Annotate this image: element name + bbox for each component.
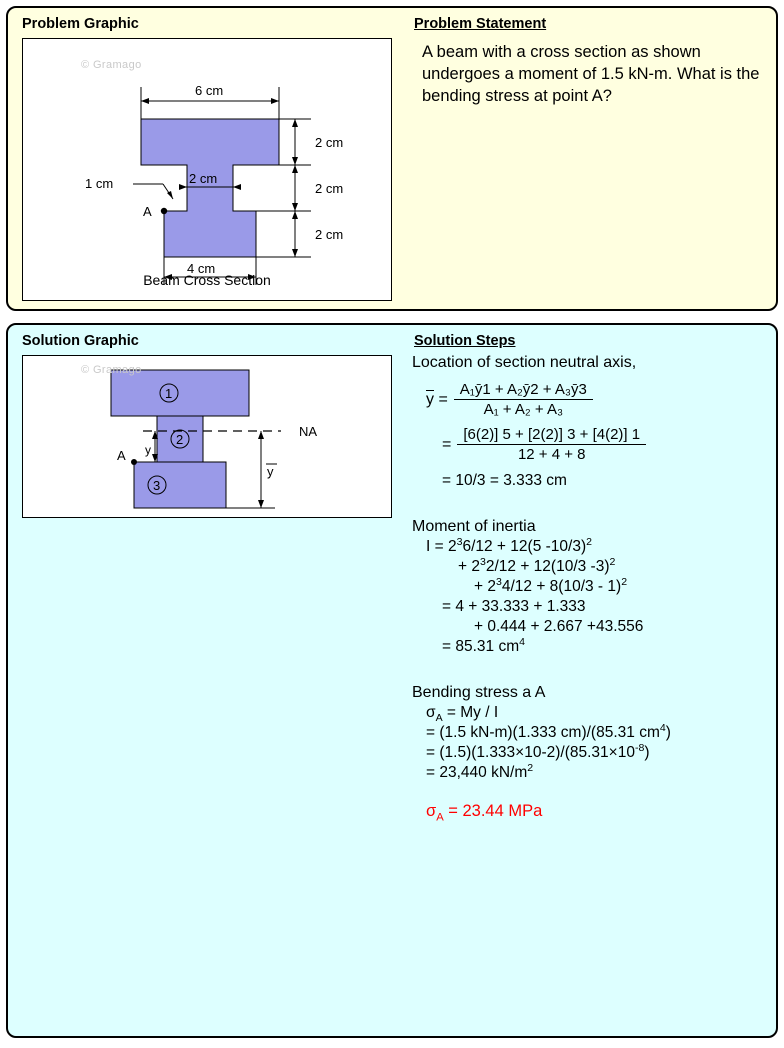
label-neutral-axis: NA — [299, 424, 318, 439]
label-y-bar: y — [267, 464, 274, 479]
label-point-a-solution: A — [117, 448, 126, 463]
solution-panel — [6, 323, 778, 1038]
moi-result: = 85.31 $cm^4$ — [442, 635, 525, 655]
label-area-3: 3 — [153, 478, 161, 493]
label-area-2: 2 — [176, 432, 184, 447]
area-1 — [111, 370, 249, 416]
moi-line-4: = 4 + 33.333 + 1.333 — [442, 598, 586, 615]
label-bottom-thickness: 2 cm — [315, 227, 344, 242]
problem-figure-caption: Beam Cross Section — [143, 272, 271, 288]
problem-statement-text: A beam with a cross section as shown undergoes a moment of 1.5 kN-m. What is the bending stress at point A? — [422, 43, 760, 105]
solution-graphic-title: Solution Graphic — [22, 333, 139, 349]
label-point-a: A — [143, 204, 152, 219]
solution-steps-title: Solution Steps — [414, 333, 516, 349]
moi-heading: Moment of inertia — [412, 518, 536, 535]
label-web-width: 2 cm — [189, 171, 218, 186]
solution-steps-body — [412, 353, 772, 824]
na-result: = 10/3 = 3.333 cm — [442, 472, 567, 489]
problem-graphic-title: Problem Graphic — [22, 16, 139, 32]
stress-heading: Bending stress a A — [412, 684, 546, 701]
solution-graphic — [22, 355, 392, 518]
problem-panel — [6, 6, 778, 311]
na-formula-numerator: A₁ȳ1 + A₂ȳ2 + A₃ȳ3 — [454, 381, 593, 400]
watermark-problem: © Gramago — [81, 59, 142, 71]
moi-line-3: + $2^34/12 + 8(10/3 - 1)^2$ — [474, 575, 628, 595]
label-y-bar-group — [266, 464, 277, 479]
label-flange-offset: 1 cm — [85, 176, 114, 191]
label-bottom-width: 4 cm — [187, 261, 216, 276]
stress-line-4: = 23,440 $kN/m^2$ — [426, 761, 534, 781]
final-answer: $\sigma_A = 23.44$ MPa — [426, 802, 543, 824]
moi-line-2: + $2^32/12 + 12(10/3$ -3)$^2$ — [458, 555, 616, 575]
dim-flange-offset — [133, 184, 173, 199]
na-formula-denominator: A₁ + A₂ + A₃ — [483, 401, 564, 418]
problem-graphic — [22, 38, 392, 301]
point-a-marker-solution — [131, 459, 137, 465]
stress-line-3: = $(1.5)(1.333\times 10-2)/(85.31\times 10^{-8})$ — [426, 741, 650, 761]
stress-line-2: = (1.5 kN-m)(1.333 cm)/(85.31 $cm^4$) — [426, 721, 671, 741]
na-formula: y = $\frac{\text{A₁ȳ1 + A₂ȳ2 + A₃ȳ3}}{\text{A₁ + A₂ + A₃}}$ — [412, 381, 772, 418]
beam-cross-section-drawing — [23, 39, 391, 300]
problem-statement-title: Problem Statement — [414, 16, 547, 32]
point-a-marker — [161, 208, 167, 214]
watermark-solution: © Gramago — [81, 364, 142, 376]
solution-section-drawing — [23, 356, 391, 517]
na-substitution: = $\frac{[6(2)] 5 + [2(2)] 3 + [4(2)] 1}{12 + 4 + 8}$ — [412, 426, 772, 463]
area-3 — [134, 462, 226, 508]
na-substitution-denominator: 12 + 4 + 8 — [517, 446, 586, 463]
label-area-1: 1 — [165, 386, 173, 401]
area-2 — [157, 416, 203, 462]
label-top-thickness: 2 cm — [315, 135, 344, 150]
label-y-small: y — [145, 443, 151, 457]
na-substitution-numerator: [6(2)] 5 + [2(2)] 3 + [4(2)] 1 — [457, 426, 646, 445]
stress-line-1: $\sigma_A = My / I$ — [426, 704, 499, 725]
label-top-width: 6 cm — [195, 83, 224, 98]
label-web-height: 2 cm — [315, 181, 344, 196]
moi-line-1: $I = 2^36/12 + 12(5$ -10/3)$^2$ — [426, 535, 592, 555]
na-heading: Location of section neutral axis, — [412, 354, 637, 371]
moi-line-5: + 0.444 + 2.667 +43.556 — [474, 618, 644, 635]
section-shape — [141, 119, 279, 257]
